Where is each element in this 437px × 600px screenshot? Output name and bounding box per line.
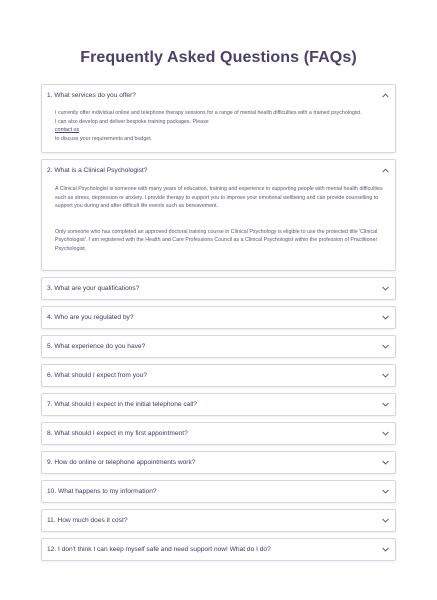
faq-answer — [42, 106, 395, 152]
faq-question-toggle[interactable] — [42, 365, 395, 386]
faq-answer — [42, 181, 395, 270]
chevron-down-icon[interactable] — [382, 394, 390, 415]
faq-list — [41, 84, 396, 567]
faq-question-toggle[interactable] — [42, 307, 395, 328]
chevron-down-icon[interactable] — [382, 452, 390, 473]
faq-question-toggle[interactable] — [42, 394, 395, 415]
chevron-up-icon[interactable] — [382, 85, 390, 106]
faq-question-text: 12. I don't think I can keep myself safe and need support now! What do I do? — [47, 546, 271, 553]
answer-text: I can also develop and deliver bespoke training packages. Please — [55, 118, 209, 125]
answer-text: to discuss your requirements and budget. — [55, 135, 153, 142]
faq-question-text: 3. What are your qualifications? — [47, 285, 140, 292]
chevron-down-icon[interactable] — [382, 481, 390, 502]
faq-item-first-appointment — [41, 422, 396, 445]
faq-item-online-appointments — [41, 451, 396, 474]
faq-question-toggle[interactable] — [42, 85, 395, 106]
faq-item-cost — [41, 509, 396, 532]
faq-item-information — [41, 480, 396, 503]
faq-question-toggle[interactable] — [42, 452, 395, 473]
chevron-down-icon[interactable] — [382, 307, 390, 328]
contact-us-link[interactable]: contact us — [55, 127, 80, 134]
chevron-down-icon[interactable] — [382, 278, 390, 299]
faq-question-text: 11. How much does it cost? — [47, 517, 128, 524]
faq-item-clinical-psychologist — [41, 159, 396, 271]
faq-question-text: 8. What should I expect in my first appointment? — [47, 430, 188, 437]
faq-question-toggle[interactable] — [42, 423, 395, 444]
answer-paragraph: A Clinical Psychologist is someone with many years of education, training and experience in supporting people with mental health difficulties such as stress, depression or anxiety. I provide therapy to support you to improve your emotional wellbeing and can provide counselling to support you during and after difficult life events such as bereavement. — [55, 186, 383, 210]
chevron-down-icon[interactable] — [382, 365, 390, 386]
faq-question-toggle[interactable] — [42, 160, 395, 181]
faq-question-text: 9. How do online or telephone appointments work? — [47, 459, 196, 466]
chevron-down-icon[interactable] — [382, 336, 390, 357]
faq-item-services — [41, 84, 396, 153]
faq-item-qualifications — [41, 277, 396, 300]
answer-paragraph: Only someone who has completed an approved doctoral training course in Clinical Psychology is eligible to use the protected title 'Clinical Psychologist'. I am registered with the Health and Care Professions Council as a Clinical Psychologist within the profession of Practitioner Psychologist. — [55, 228, 378, 252]
page-title: Frequently Asked Questions (FAQs) — [80, 48, 357, 66]
faq-question-toggle[interactable] — [42, 481, 395, 502]
faq-item-regulated — [41, 306, 396, 329]
faq-question-text: 5. What experience do you have? — [47, 343, 146, 350]
faq-question-toggle[interactable] — [42, 539, 395, 560]
faq-question-text: 1. What services do you offer? — [47, 92, 136, 99]
faq-item-experience — [41, 335, 396, 358]
faq-question-toggle[interactable] — [42, 278, 395, 299]
faq-question-toggle[interactable] — [42, 510, 395, 531]
faq-question-text: 6. What should I expect from you? — [47, 372, 148, 379]
faq-question-text: 10. What happens to my information? — [47, 488, 157, 495]
faq-question-toggle[interactable] — [42, 336, 395, 357]
chevron-down-icon[interactable] — [382, 423, 390, 444]
faq-question-text: 2. What is a Clinical Psychologist? — [47, 167, 148, 174]
chevron-down-icon[interactable] — [382, 539, 390, 560]
chevron-up-icon[interactable] — [382, 160, 390, 181]
answer-text: I currently offer individual online and telephone therapy sessions for a range of mental health difficulties with a trained psychologist. — [55, 110, 362, 116]
faq-item-support-now — [41, 538, 396, 561]
faq-item-expect-from-you — [41, 364, 396, 387]
faq-question-text: 4. Who are you regulated by? — [47, 314, 134, 321]
faq-question-text: 7. What should I expect in the initial telephone call? — [47, 401, 197, 408]
chevron-down-icon[interactable] — [382, 510, 390, 531]
faq-item-initial-call — [41, 393, 396, 416]
